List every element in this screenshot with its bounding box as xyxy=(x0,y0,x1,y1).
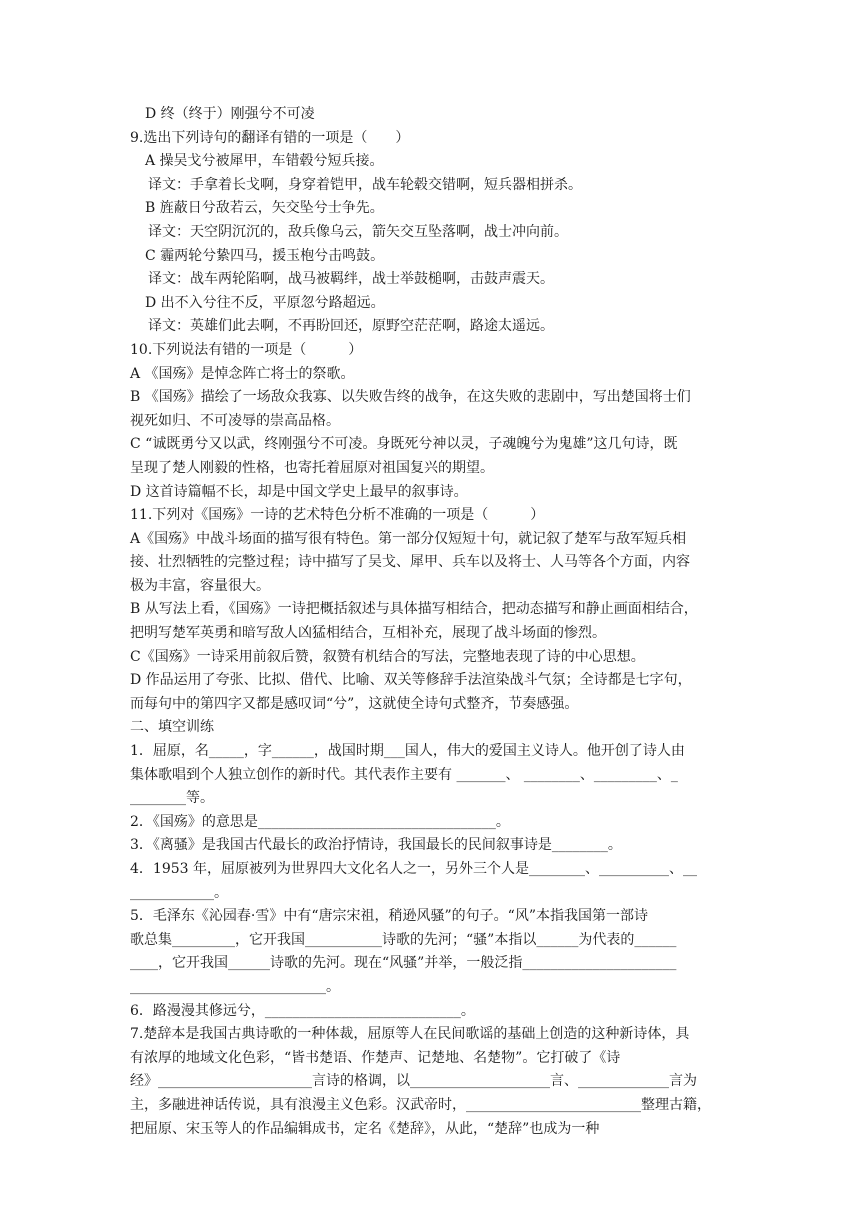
fill-1-cont: 集体歌唱到个人独立创作的新时代。其代表作主要有 _______、 ________、_________、_ xyxy=(130,766,678,783)
q10-option-b-cont: 视死如归、不可凌辱的崇高品格。 xyxy=(130,412,340,429)
fill-5: 5．毛泽东《沁园春·雪》中有“唐宗宋祖，稍逊风骚”的句子。“风”本指我国第一部诗 xyxy=(130,908,648,925)
q11-option-a-cont2: 极为丰富，容量很大。 xyxy=(130,577,270,594)
fill-4: 4．1953 年，屈原被列为世界四大文化名人之一，另外三个人是________、__________、__ xyxy=(130,861,697,877)
q9-translation-b: 译文：天空阴沉沉的，敌兵像乌云，箭矢交互坠落啊，战士冲向前。 xyxy=(148,223,568,240)
q11-option-a: A《国殇》中战斗场面的描写很有特色。第一部分仅短短十句，就记叙了楚军与敌军短兵相 xyxy=(130,530,687,547)
fill-5-cont3: ____________________________。 xyxy=(130,978,340,995)
q10-option-c: C “诚既勇兮又以武，终刚强兮不可凌。身既死兮神以灵，子魂魄兮为鬼雄”这几句诗，既 xyxy=(130,436,678,453)
q11-option-d: D 作品运用了夸张、比拟、借代、比喻、双关等修辞手法渲染战斗气氛；全诗都是七字句， xyxy=(130,672,692,689)
q10-option-a: A 《国殇》是悼念阵亡将士的祭歌。 xyxy=(130,365,355,382)
q9-option-a: A 操吴戈兮被犀甲，车错毂兮短兵接。 xyxy=(145,153,384,170)
fill-5-cont: 歌总集_________，它开我国___________诗歌的先河；“骚”本指以______为代表的______ xyxy=(130,931,677,948)
fill-1: 1．屈原，名_____，字______，战国时期___国人，伟大的爱国主义诗人。他开创了诗人由 xyxy=(130,743,685,760)
question-11: 11.下列对《国殇》一诗的艺术特色分析不准确的一项是（ ） xyxy=(130,507,545,524)
q9-translation-c: 译文：战车两轮陷啊，战马被羁绊，战士举鼓槌啊，击鼓声震天。 xyxy=(148,271,554,288)
document-body xyxy=(130,103,730,1141)
q11-option-b: B 从写法上看，《国殇》一诗把概括叙述与具体描写相结合，把动态描写和静止画面相结合， xyxy=(130,601,698,618)
fill-7-cont3: 主，多融进神话传说，具有浪漫主义色彩。汉武帝时，_________________________整理古籍， xyxy=(130,1096,711,1113)
fill-1-cont2: ________等。 xyxy=(130,790,214,807)
q9-option-b: B 旌蔽日兮敌若云，矢交坠兮士争先。 xyxy=(145,200,384,217)
section-heading-fill-in: 二、填空训练 xyxy=(130,719,214,736)
q11-option-a-cont: 接、壮烈牺牲的完整过程；诗中描写了吴戈、犀甲、兵车以及将士、人马等各个方面，内容 xyxy=(130,554,690,571)
fill-5-cont2: ____，它开我国______诗歌的先河。现在“风骚”并举，一般泛指______________________ xyxy=(130,955,677,972)
q9-translation-a: 译文：手拿着长戈啊，身穿着铠甲，战车轮毂交错啊，短兵器相拼杀。 xyxy=(148,176,582,193)
q9-option-c: C 霾两轮兮絷四马，援玉枹兮击鸣鼓。 xyxy=(145,247,385,264)
q10-option-c-cont: 呈现了楚人刚毅的性格，也寄托着屈原对祖国复兴的期望。 xyxy=(130,459,494,476)
q11-option-c: C《国殇》一诗采用前叙后赞，叙赞有机结合的写法，完整地表现了诗的中心思想。 xyxy=(130,648,645,665)
question-9: 9.选出下列诗句的翻译有错的一项是（ ） xyxy=(130,129,410,146)
option-d-line: D 终（终于）刚强兮不可凌 xyxy=(145,106,315,122)
q10-option-d: D 这首诗篇幅不长，却是中国文学史上最早的叙事诗。 xyxy=(130,483,468,500)
fill-4-cont: ____________。 xyxy=(130,884,228,901)
fill-7-cont2: 经》______________________言诗的格调，以____________________言、_____________言为 xyxy=(130,1073,697,1090)
fill-2: 2．《国殇》的意思是__________________________________。 xyxy=(130,813,510,830)
q10-option-b: B 《国殇》描绘了一场敌众我寡、以失败告终的战争，在这失败的悲剧中，写出楚国将士们 xyxy=(130,389,691,406)
q9-option-d: D 出不入兮往不反，平原忽兮路超远。 xyxy=(145,294,385,311)
q11-option-d-cont: 而每句中的第四字又都是感叹词“兮”，这就使全诗句式整齐，节奏感强。 xyxy=(130,695,579,712)
fill-6: 6．路漫漫其修远兮，____________________________。 xyxy=(130,1002,475,1019)
fill-3: 3．《离骚》是我国古代最长的政治抒情诗，我国最长的民间叙事诗是________。 xyxy=(130,837,622,854)
fill-7-cont4: 把屈原、宋玉等人的作品编辑成书，定名《楚辞》，从此，“楚辞”也成为一种 xyxy=(130,1120,600,1137)
q11-option-b-cont: 把明写楚军英勇和暗写敌人凶猛相结合，互相补充，展现了战斗场面的惨烈。 xyxy=(130,625,606,642)
fill-7-cont: 有浓厚的地域文化色彩，“皆书楚语、作楚声、记楚地、名楚物”。它打破了《诗 xyxy=(130,1049,621,1066)
fill-7: 7.楚辞本是我国古典诗歌的一种体裁，屈原等人在民间歌谣的基础上创造的这种新诗体，具 xyxy=(130,1026,690,1043)
question-10: 10.下列说法有错的一项是（ ） xyxy=(130,341,363,358)
q9-translation-d: 译文：英雄们此去啊，不再盼回还，原野空茫茫啊，路途太遥远。 xyxy=(148,318,554,335)
